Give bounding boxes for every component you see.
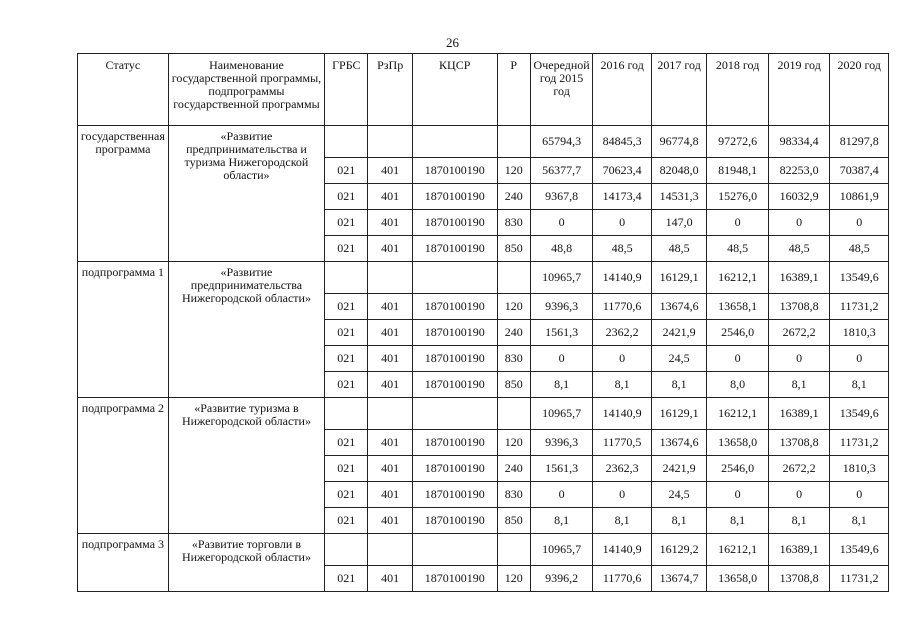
program-name-cell: «Развитие предпринимательства и туризма Нижегородской области» bbox=[168, 126, 324, 262]
table-cell: 16032,9 bbox=[768, 184, 830, 210]
table-cell: 81948,1 bbox=[707, 158, 769, 184]
table-cell: 1870100190 bbox=[412, 346, 497, 372]
table-cell: 401 bbox=[368, 184, 412, 210]
table-cell: 48,5 bbox=[768, 236, 830, 262]
table-cell bbox=[325, 534, 368, 566]
status-cell: государственная программа bbox=[78, 126, 169, 262]
table-cell: 96774,8 bbox=[651, 126, 706, 158]
table-cell: 021 bbox=[325, 236, 368, 262]
table-cell: 16389,1 bbox=[768, 262, 830, 294]
table-cell: 240 bbox=[497, 456, 530, 482]
table-cell: 147,0 bbox=[651, 210, 706, 236]
table-cell: 2362,3 bbox=[593, 456, 652, 482]
table-cell: 240 bbox=[497, 184, 530, 210]
table-cell: 48,8 bbox=[530, 236, 593, 262]
table-cell: 13549,6 bbox=[830, 262, 889, 294]
header-cell: КЦСР bbox=[412, 54, 497, 126]
table-cell: 0 bbox=[707, 346, 769, 372]
table-cell: 13674,6 bbox=[651, 294, 706, 320]
table-cell: 48,5 bbox=[830, 236, 889, 262]
table-cell bbox=[368, 126, 412, 158]
header-cell: 2019 год bbox=[768, 54, 830, 126]
table-cell bbox=[412, 262, 497, 294]
program-name-cell: «Развитие туризма в Нижегородской области» bbox=[168, 398, 324, 534]
table-cell: 1870100190 bbox=[412, 158, 497, 184]
table-cell: 13708,8 bbox=[768, 294, 830, 320]
table-cell: 9367,8 bbox=[530, 184, 593, 210]
table-cell: 0 bbox=[593, 482, 652, 508]
table-cell: 13658,0 bbox=[707, 430, 769, 456]
table-cell: 0 bbox=[530, 346, 593, 372]
table-cell: 2546,0 bbox=[707, 320, 769, 346]
table-cell: 0 bbox=[768, 482, 830, 508]
table-cell: 13658,1 bbox=[707, 294, 769, 320]
table-cell: 021 bbox=[325, 456, 368, 482]
table-cell: 14140,9 bbox=[593, 262, 652, 294]
table-cell: 2546,0 bbox=[707, 456, 769, 482]
table-cell: 120 bbox=[497, 158, 530, 184]
table-cell: 401 bbox=[368, 210, 412, 236]
table-cell: 401 bbox=[368, 372, 412, 398]
table-cell: 021 bbox=[325, 320, 368, 346]
table-cell: 8,1 bbox=[530, 372, 593, 398]
table-row bbox=[78, 126, 889, 158]
table-cell: 1870100190 bbox=[412, 294, 497, 320]
table-cell: 401 bbox=[368, 158, 412, 184]
table-cell: 021 bbox=[325, 210, 368, 236]
table-cell: 0 bbox=[707, 482, 769, 508]
table-cell: 11770,6 bbox=[593, 566, 652, 592]
table-cell: 11770,5 bbox=[593, 430, 652, 456]
table-cell: 16389,1 bbox=[768, 398, 830, 430]
table-cell: 1870100190 bbox=[412, 482, 497, 508]
table-cell: 1561,3 bbox=[530, 320, 593, 346]
header-cell: Статус bbox=[78, 54, 169, 126]
table-cell: 13549,6 bbox=[830, 398, 889, 430]
table-cell: 2362,2 bbox=[593, 320, 652, 346]
table-cell: 1810,3 bbox=[830, 320, 889, 346]
table-cell: 16129,1 bbox=[651, 398, 706, 430]
table-cell: 24,5 bbox=[651, 346, 706, 372]
table-cell: 10861,9 bbox=[830, 184, 889, 210]
table-cell: 15276,0 bbox=[707, 184, 769, 210]
table-cell: 8,1 bbox=[593, 372, 652, 398]
table-cell: 65794,3 bbox=[530, 126, 593, 158]
table-cell bbox=[368, 534, 412, 566]
program-name-cell: «Развитие торговли в Нижегородской области» bbox=[168, 534, 324, 592]
table-body bbox=[78, 126, 889, 592]
table-cell: 1870100190 bbox=[412, 320, 497, 346]
table-cell: 850 bbox=[497, 236, 530, 262]
program-name-cell: «Развитие предпринимательства Нижегородской области» bbox=[168, 262, 324, 398]
table-cell: 2421,9 bbox=[651, 320, 706, 346]
table-cell: 401 bbox=[368, 294, 412, 320]
table-cell: 8,0 bbox=[707, 372, 769, 398]
table-cell bbox=[412, 534, 497, 566]
table-cell: 16212,1 bbox=[707, 262, 769, 294]
header-row bbox=[78, 54, 889, 126]
table-cell: 1870100190 bbox=[412, 184, 497, 210]
table-cell bbox=[497, 398, 530, 430]
table-cell: 0 bbox=[707, 210, 769, 236]
table-cell: 8,1 bbox=[830, 372, 889, 398]
table-cell: 14140,9 bbox=[593, 398, 652, 430]
table-cell: 401 bbox=[368, 430, 412, 456]
table-cell: 13674,6 bbox=[651, 430, 706, 456]
page-number: 26 bbox=[446, 35, 459, 50]
table-cell: 2421,9 bbox=[651, 456, 706, 482]
table-cell: 9396,2 bbox=[530, 566, 593, 592]
table-cell: 021 bbox=[325, 158, 368, 184]
table-cell: 0 bbox=[830, 210, 889, 236]
table-cell: 021 bbox=[325, 508, 368, 534]
header-cell: 2018 год bbox=[707, 54, 769, 126]
table-cell bbox=[368, 398, 412, 430]
table-cell: 16212,1 bbox=[707, 534, 769, 566]
table-cell: 0 bbox=[593, 346, 652, 372]
table-cell bbox=[368, 262, 412, 294]
table-cell: 401 bbox=[368, 320, 412, 346]
table-cell: 1870100190 bbox=[412, 236, 497, 262]
header-cell: 2017 год bbox=[651, 54, 706, 126]
table-cell: 0 bbox=[768, 210, 830, 236]
table-cell: 120 bbox=[497, 294, 530, 320]
table-cell: 10965,7 bbox=[530, 262, 593, 294]
table-cell: 14531,3 bbox=[651, 184, 706, 210]
table-cell: 13549,6 bbox=[830, 534, 889, 566]
status-cell: подпрограмма 1 bbox=[78, 262, 169, 398]
table-cell: 8,1 bbox=[707, 508, 769, 534]
table-cell: 16389,1 bbox=[768, 534, 830, 566]
table-cell: 82048,0 bbox=[651, 158, 706, 184]
header-cell: Наименование государственной программы, подпрограммы государственной программы bbox=[168, 54, 324, 126]
table-cell: 70623,4 bbox=[593, 158, 652, 184]
table-cell: 13708,8 bbox=[768, 430, 830, 456]
table-row bbox=[78, 534, 889, 566]
table-cell: 1870100190 bbox=[412, 210, 497, 236]
status-cell: подпрограмма 3 bbox=[78, 534, 169, 592]
table-cell: 1870100190 bbox=[412, 372, 497, 398]
table-cell: 0 bbox=[530, 210, 593, 236]
table-cell: 9396,3 bbox=[530, 294, 593, 320]
budget-table bbox=[77, 53, 889, 592]
table-cell: 16129,2 bbox=[651, 534, 706, 566]
header-cell: Р bbox=[497, 54, 530, 126]
table-cell: 2672,2 bbox=[768, 320, 830, 346]
table-cell: 10965,7 bbox=[530, 534, 593, 566]
header-cell: Очередной год 2015 год bbox=[530, 54, 593, 126]
table-cell: 81297,8 bbox=[830, 126, 889, 158]
table-cell: 84845,3 bbox=[593, 126, 652, 158]
table-cell: 8,1 bbox=[530, 508, 593, 534]
table-cell: 401 bbox=[368, 346, 412, 372]
table-cell: 48,5 bbox=[593, 236, 652, 262]
table-cell: 98334,4 bbox=[768, 126, 830, 158]
table-cell bbox=[412, 398, 497, 430]
table-cell: 1870100190 bbox=[412, 456, 497, 482]
table-cell: 10965,7 bbox=[530, 398, 593, 430]
table-cell: 0 bbox=[768, 346, 830, 372]
table-cell: 021 bbox=[325, 372, 368, 398]
table-cell: 120 bbox=[497, 566, 530, 592]
table-cell: 1870100190 bbox=[412, 566, 497, 592]
table-cell: 1561,3 bbox=[530, 456, 593, 482]
table-cell: 24,5 bbox=[651, 482, 706, 508]
table-cell: 14140,9 bbox=[593, 534, 652, 566]
table-cell: 11770,6 bbox=[593, 294, 652, 320]
table-cell: 70387,4 bbox=[830, 158, 889, 184]
table-cell: 13674,7 bbox=[651, 566, 706, 592]
table-cell: 13708,8 bbox=[768, 566, 830, 592]
table-cell: 82253,0 bbox=[768, 158, 830, 184]
table-cell: 0 bbox=[593, 210, 652, 236]
table-cell: 021 bbox=[325, 184, 368, 210]
table-cell: 401 bbox=[368, 566, 412, 592]
table-cell bbox=[325, 398, 368, 430]
header-cell: ГРБС bbox=[325, 54, 368, 126]
table-cell: 830 bbox=[497, 482, 530, 508]
table-cell: 16212,1 bbox=[707, 398, 769, 430]
table-cell: 97272,6 bbox=[707, 126, 769, 158]
table-cell: 13658,0 bbox=[707, 566, 769, 592]
table-cell: 8,1 bbox=[651, 372, 706, 398]
table-cell bbox=[497, 534, 530, 566]
table-cell bbox=[497, 126, 530, 158]
table-cell: 2672,2 bbox=[768, 456, 830, 482]
table-cell: 48,5 bbox=[707, 236, 769, 262]
table-cell: 11731,2 bbox=[830, 294, 889, 320]
table-cell: 021 bbox=[325, 482, 368, 508]
table-cell bbox=[497, 262, 530, 294]
table-cell: 11731,2 bbox=[830, 430, 889, 456]
table-cell: 11731,2 bbox=[830, 566, 889, 592]
table-cell: 021 bbox=[325, 346, 368, 372]
table-cell bbox=[412, 126, 497, 158]
table-cell: 850 bbox=[497, 508, 530, 534]
table-cell: 401 bbox=[368, 236, 412, 262]
table-cell: 0 bbox=[830, 346, 889, 372]
table-cell: 8,1 bbox=[830, 508, 889, 534]
table-cell: 8,1 bbox=[768, 372, 830, 398]
table-cell: 830 bbox=[497, 346, 530, 372]
table-cell: 1870100190 bbox=[412, 430, 497, 456]
table-cell: 021 bbox=[325, 566, 368, 592]
table-cell bbox=[325, 126, 368, 158]
table-row bbox=[78, 398, 889, 430]
table-cell: 120 bbox=[497, 430, 530, 456]
table-cell: 16129,1 bbox=[651, 262, 706, 294]
status-cell: подпрограмма 2 bbox=[78, 398, 169, 534]
table-cell: 8,1 bbox=[651, 508, 706, 534]
header-cell: 2020 год bbox=[830, 54, 889, 126]
table-cell: 240 bbox=[497, 320, 530, 346]
table-cell: 401 bbox=[368, 508, 412, 534]
table-cell bbox=[325, 262, 368, 294]
table-cell: 1870100190 bbox=[412, 508, 497, 534]
table-cell: 8,1 bbox=[593, 508, 652, 534]
header-cell: РзПр bbox=[368, 54, 412, 126]
table-cell: 14173,4 bbox=[593, 184, 652, 210]
header-cell: 2016 год bbox=[593, 54, 652, 126]
table-cell: 0 bbox=[830, 482, 889, 508]
table-cell: 850 bbox=[497, 372, 530, 398]
table-cell: 401 bbox=[368, 482, 412, 508]
table-row bbox=[78, 262, 889, 294]
table-cell: 021 bbox=[325, 294, 368, 320]
table-cell: 48,5 bbox=[651, 236, 706, 262]
table-cell: 021 bbox=[325, 430, 368, 456]
table-cell: 9396,3 bbox=[530, 430, 593, 456]
table-cell: 0 bbox=[530, 482, 593, 508]
table-cell: 830 bbox=[497, 210, 530, 236]
table-cell: 1810,3 bbox=[830, 456, 889, 482]
table-cell: 56377,7 bbox=[530, 158, 593, 184]
table-cell: 401 bbox=[368, 456, 412, 482]
table-cell: 8,1 bbox=[768, 508, 830, 534]
